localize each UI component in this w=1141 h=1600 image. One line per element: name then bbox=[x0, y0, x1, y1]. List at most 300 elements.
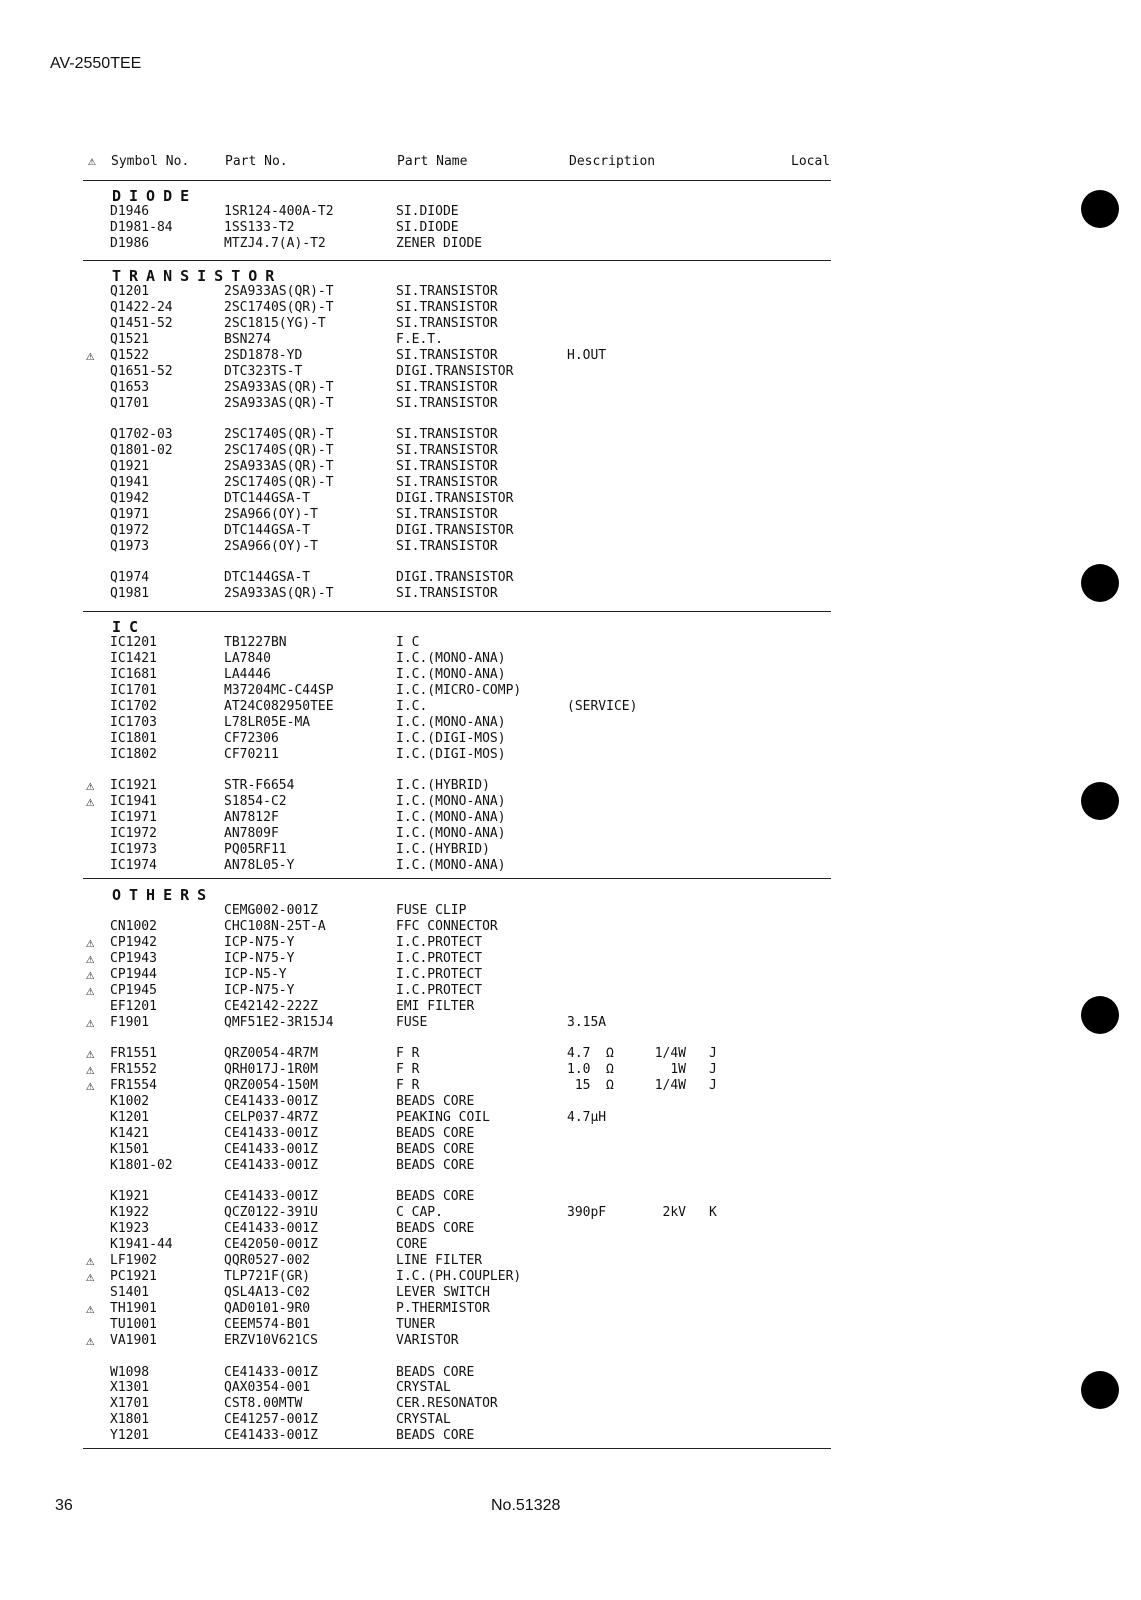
symbol-no: Q1941 bbox=[110, 475, 150, 490]
table-row bbox=[0, 919, 1141, 935]
symbol-no: Q1422-24 bbox=[110, 300, 173, 315]
part-no: DTC144GSA-T bbox=[224, 491, 311, 506]
part-name: SI.TRANSISTOR bbox=[396, 586, 498, 602]
section-title: TRANSISTOR bbox=[112, 267, 283, 285]
symbol-no: Q1521 bbox=[110, 331, 150, 347]
table-row bbox=[0, 1110, 1141, 1126]
part-no: 1SS133-T2 bbox=[224, 220, 295, 235]
rating: 1/4W bbox=[654, 1046, 686, 1062]
value: 4.7 bbox=[567, 1046, 591, 1062]
warning-icon: ⚠ bbox=[86, 1046, 95, 1063]
part-name: CER.RESONATOR bbox=[396, 1396, 498, 1412]
symbol-no: K1002 bbox=[110, 1094, 150, 1109]
part-no: M37204MC-C44SP bbox=[224, 682, 334, 698]
symbol-no: FR1554 bbox=[110, 1078, 157, 1094]
rating: 1W bbox=[670, 1062, 686, 1078]
table-row bbox=[0, 475, 1141, 491]
tolerance: K bbox=[709, 1205, 717, 1221]
part-no: 2SC1740S(QR)-T bbox=[224, 443, 334, 459]
table-row bbox=[0, 586, 1141, 602]
symbol-no: LF1902 bbox=[110, 1253, 157, 1269]
symbol-no: Q1701 bbox=[110, 395, 150, 411]
part-name: CRYSTAL bbox=[396, 1412, 451, 1428]
symbol-no: CP1944 bbox=[110, 966, 157, 982]
table-row bbox=[0, 348, 1141, 364]
part-name: SI.TRANSISTOR bbox=[396, 284, 498, 299]
table-row bbox=[0, 1412, 1141, 1428]
unit: Ω bbox=[606, 1078, 614, 1094]
symbol-no: K1923 bbox=[110, 1221, 150, 1237]
warning-icon: ⚠ bbox=[86, 950, 95, 967]
table-row bbox=[0, 1142, 1141, 1158]
table-row bbox=[0, 651, 1141, 667]
part-no: DTC323TS-T bbox=[224, 363, 303, 379]
symbol-no: D1986 bbox=[110, 235, 150, 251]
part-name: SI.TRANSISTOR bbox=[396, 347, 498, 363]
part-no: 2SC1740S(QR)-T bbox=[224, 427, 334, 443]
warning-icon: ⚠ bbox=[86, 1332, 95, 1349]
part-no: TLP721F(GR) bbox=[224, 1269, 311, 1285]
rating: 1/4W bbox=[654, 1078, 686, 1094]
symbol-no: IC1801 bbox=[110, 730, 157, 746]
part-no: MTZJ4.7(A)-T2 bbox=[224, 235, 326, 251]
symbol-no: Q1921 bbox=[110, 459, 150, 475]
table-row bbox=[0, 570, 1141, 586]
rating: 2kV bbox=[662, 1205, 686, 1221]
part-name: I.C.(MONO-ANA) bbox=[396, 794, 506, 810]
symbol-no: K1421 bbox=[110, 1125, 150, 1141]
part-name: I.C.(PH.COUPLER) bbox=[396, 1269, 522, 1285]
part-name: I.C.PROTECT bbox=[396, 966, 483, 982]
part-no: ICP-N5-Y bbox=[224, 966, 287, 982]
part-name: CORE bbox=[396, 1237, 428, 1253]
symbol-no: Q1981 bbox=[110, 586, 150, 602]
part-name: PEAKING COIL bbox=[396, 1110, 490, 1125]
part-name: FUSE CLIP bbox=[396, 903, 467, 918]
part-name: BEADS CORE bbox=[396, 1125, 475, 1141]
registration-dot bbox=[1081, 782, 1119, 820]
table-row bbox=[0, 1158, 1141, 1174]
symbol-no: Q1702-03 bbox=[110, 427, 173, 443]
part-no: 2SC1740S(QR)-T bbox=[224, 300, 334, 315]
table-row bbox=[0, 539, 1141, 555]
part-no: CE41257-001Z bbox=[224, 1412, 318, 1428]
part-name: F R bbox=[396, 1078, 420, 1094]
part-name: BEADS CORE bbox=[396, 1157, 475, 1173]
table-row bbox=[0, 1126, 1141, 1142]
table-row bbox=[0, 1094, 1141, 1110]
part-name: I C bbox=[396, 635, 420, 650]
table-row bbox=[0, 204, 1141, 220]
part-name: I.C.(MONO-ANA) bbox=[396, 826, 506, 841]
tolerance: J bbox=[709, 1078, 717, 1094]
part-name: SI.TRANSISTOR bbox=[396, 395, 498, 411]
part-no: CE41433-001Z bbox=[224, 1125, 318, 1141]
table-row bbox=[0, 951, 1141, 967]
part-no: ICP-N75-Y bbox=[224, 982, 295, 998]
warning-icon: ⚠ bbox=[86, 1014, 95, 1031]
warning-icon: ⚠ bbox=[86, 794, 95, 811]
table-row bbox=[0, 1221, 1141, 1237]
warning-icon: ⚠ bbox=[86, 1301, 95, 1317]
part-name: DIGI.TRANSISTOR bbox=[396, 363, 514, 379]
table-row bbox=[0, 1062, 1141, 1078]
symbol-no: K1201 bbox=[110, 1110, 150, 1125]
part-no: CE41433-001Z bbox=[224, 1428, 318, 1444]
part-name: CRYSTAL bbox=[396, 1380, 451, 1396]
table-row bbox=[0, 635, 1141, 651]
column-header-part-no: Part No. bbox=[225, 154, 288, 169]
model-number: AV-2550TEE bbox=[50, 55, 142, 72]
symbol-no: CN1002 bbox=[110, 919, 157, 934]
part-no: AN78L05-Y bbox=[224, 857, 295, 873]
part-name: BEADS CORE bbox=[396, 1221, 475, 1237]
section-title: OTHERS bbox=[112, 886, 215, 904]
warning-icon: ⚠ bbox=[88, 154, 96, 169]
table-row bbox=[0, 1269, 1141, 1285]
part-no: 2SA933AS(QR)-T bbox=[224, 284, 334, 299]
symbol-no: TU1001 bbox=[110, 1317, 157, 1332]
part-name: I.C.(DIGI-MOS) bbox=[396, 746, 506, 762]
part-no: AT24C082950TEE bbox=[224, 698, 334, 714]
table-row bbox=[0, 1301, 1141, 1317]
table-row bbox=[0, 1365, 1141, 1381]
symbol-no: Q1201 bbox=[110, 284, 150, 299]
table-row bbox=[0, 1285, 1141, 1301]
table-row bbox=[0, 826, 1141, 842]
symbol-no: S1401 bbox=[110, 1285, 150, 1301]
part-no: QAX0354-001 bbox=[224, 1380, 311, 1396]
unit: Ω bbox=[606, 1062, 614, 1078]
part-no: L78LR05E-MA bbox=[224, 714, 311, 730]
symbol-no: Q1972 bbox=[110, 522, 150, 538]
part-name: SI.TRANSISTOR bbox=[396, 475, 498, 490]
part-no: ICP-N75-Y bbox=[224, 950, 295, 966]
symbol-no: X1301 bbox=[110, 1380, 150, 1396]
warning-icon: ⚠ bbox=[86, 347, 95, 364]
table-row bbox=[0, 1253, 1141, 1269]
table-row bbox=[0, 1046, 1141, 1062]
part-no: CE41433-001Z bbox=[224, 1157, 318, 1173]
symbol-no: D1946 bbox=[110, 204, 150, 219]
part-no: QSL4A13-C02 bbox=[224, 1285, 311, 1301]
symbol-no: Q1801-02 bbox=[110, 443, 173, 459]
part-name: SI.TRANSISTOR bbox=[396, 538, 498, 554]
part-name: TUNER bbox=[396, 1317, 436, 1332]
symbol-no: D1981-84 bbox=[110, 220, 173, 235]
symbol-no: IC1972 bbox=[110, 826, 157, 841]
symbol-no: EF1201 bbox=[110, 998, 157, 1014]
part-no: STR-F6654 bbox=[224, 778, 295, 794]
warning-icon: ⚠ bbox=[86, 778, 95, 795]
section-title: IC bbox=[112, 618, 147, 636]
table-row bbox=[0, 1396, 1141, 1412]
symbol-no: K1801-02 bbox=[110, 1157, 173, 1173]
symbol-no: IC1702 bbox=[110, 698, 157, 714]
part-no: 1SR124-400A-T2 bbox=[224, 204, 334, 219]
part-no: CEMG002-001Z bbox=[224, 903, 318, 918]
part-name: F R bbox=[396, 1046, 420, 1062]
symbol-no: CP1945 bbox=[110, 982, 157, 998]
table-row bbox=[0, 683, 1141, 699]
column-header-local: Local bbox=[791, 154, 831, 169]
part-name: DIGI.TRANSISTOR bbox=[396, 522, 514, 538]
part-name: I.C.(HYBRID) bbox=[396, 778, 490, 794]
page-number: 36 bbox=[55, 1497, 73, 1514]
part-name: FUSE bbox=[396, 1014, 428, 1030]
part-no: LA7840 bbox=[224, 651, 271, 666]
part-name: I.C.(MICRO-COMP) bbox=[396, 682, 522, 698]
part-no: CE41433-001Z bbox=[224, 1189, 318, 1205]
table-row bbox=[0, 300, 1141, 316]
part-name: SI.DIODE bbox=[396, 204, 459, 219]
description: (SERVICE) bbox=[567, 698, 638, 714]
symbol-no: IC1802 bbox=[110, 746, 157, 762]
table-row bbox=[0, 747, 1141, 763]
table-row bbox=[0, 731, 1141, 747]
part-no: LA4446 bbox=[224, 666, 271, 682]
symbol-no: K1922 bbox=[110, 1205, 150, 1221]
symbol-no: W1098 bbox=[110, 1364, 150, 1380]
part-name: SI.TRANSISTOR bbox=[396, 427, 498, 443]
part-no: QMF51E2-3R15J4 bbox=[224, 1014, 334, 1030]
part-name: I.C.(MONO-ANA) bbox=[396, 714, 506, 730]
warning-icon: ⚠ bbox=[86, 966, 95, 983]
table-row bbox=[0, 396, 1141, 412]
table-row bbox=[0, 667, 1141, 683]
part-name: P.THERMISTOR bbox=[396, 1301, 490, 1316]
table-row bbox=[0, 842, 1141, 858]
table-row bbox=[0, 236, 1141, 252]
registration-dot bbox=[1081, 564, 1119, 602]
symbol-no: IC1974 bbox=[110, 857, 157, 873]
part-name: BEADS CORE bbox=[396, 1189, 475, 1205]
symbol-no: Q1942 bbox=[110, 491, 150, 506]
column-header-part-name: Part Name bbox=[397, 154, 468, 169]
part-no: CELP037-4R7Z bbox=[224, 1110, 318, 1125]
table-row bbox=[0, 983, 1141, 999]
description: 3.15A bbox=[567, 1014, 607, 1030]
table-row bbox=[0, 1237, 1141, 1253]
part-no: QRZ0054-150M bbox=[224, 1078, 318, 1094]
table-row bbox=[0, 1189, 1141, 1205]
table-row bbox=[0, 999, 1141, 1015]
part-name: BEADS CORE bbox=[396, 1428, 475, 1444]
part-name: C CAP. bbox=[396, 1205, 443, 1221]
part-no: CE42050-001Z bbox=[224, 1237, 318, 1253]
part-no: CE41433-001Z bbox=[224, 1364, 318, 1380]
symbol-no: X1801 bbox=[110, 1412, 150, 1428]
warning-icon: ⚠ bbox=[86, 934, 95, 951]
value: 15 bbox=[567, 1078, 591, 1094]
part-no: CHC108N-25T-A bbox=[224, 919, 326, 934]
registration-dot bbox=[1081, 1371, 1119, 1409]
part-no: 2SA966(OY)-T bbox=[224, 506, 318, 522]
table-row bbox=[0, 459, 1141, 475]
part-name: LEVER SWITCH bbox=[396, 1285, 490, 1301]
part-name: LINE FILTER bbox=[396, 1253, 483, 1269]
table-row bbox=[0, 332, 1141, 348]
part-no: BSN274 bbox=[224, 331, 271, 347]
part-no: TB1227BN bbox=[224, 635, 287, 650]
table-row bbox=[0, 778, 1141, 794]
unit: Ω bbox=[606, 1046, 614, 1062]
part-name: EMI FILTER bbox=[396, 998, 475, 1014]
part-name: I.C.(DIGI-MOS) bbox=[396, 730, 506, 746]
part-no: CF72306 bbox=[224, 730, 279, 746]
part-no: 2SA933AS(QR)-T bbox=[224, 459, 334, 475]
table-row bbox=[0, 380, 1141, 396]
symbol-no: CP1942 bbox=[110, 934, 157, 950]
part-name: VARISTOR bbox=[396, 1332, 459, 1348]
column-header-symbol: Symbol No. bbox=[111, 154, 190, 169]
symbol-no: Q1651-52 bbox=[110, 363, 173, 379]
warning-icon: ⚠ bbox=[86, 1269, 95, 1286]
table-row bbox=[0, 1317, 1141, 1333]
part-name: FFC CONNECTOR bbox=[396, 919, 498, 934]
symbol-no: Q1974 bbox=[110, 570, 150, 586]
part-name: BEADS CORE bbox=[396, 1141, 475, 1157]
part-name: SI.DIODE bbox=[396, 220, 459, 235]
symbol-no: TH1901 bbox=[110, 1301, 157, 1316]
symbol-no: Y1201 bbox=[110, 1428, 150, 1444]
symbol-no: PC1921 bbox=[110, 1269, 157, 1285]
part-name: I.C.(HYBRID) bbox=[396, 842, 490, 857]
part-name: I.C.(MONO-ANA) bbox=[396, 857, 506, 873]
part-no: QRZ0054-4R7M bbox=[224, 1046, 318, 1062]
part-no: CE41433-001Z bbox=[224, 1094, 318, 1109]
part-name: SI.TRANSISTOR bbox=[396, 506, 498, 522]
table-row bbox=[0, 364, 1141, 380]
part-no: ICP-N75-Y bbox=[224, 934, 295, 950]
part-no: CF70211 bbox=[224, 746, 279, 762]
part-name: BEADS CORE bbox=[396, 1364, 475, 1380]
part-no: CE42142-222Z bbox=[224, 998, 318, 1014]
value: 1.0 bbox=[567, 1062, 591, 1078]
symbol-no: IC1703 bbox=[110, 714, 157, 730]
table-row bbox=[0, 699, 1141, 715]
table-row bbox=[0, 903, 1141, 919]
warning-icon: ⚠ bbox=[86, 1078, 95, 1095]
symbol-no: IC1921 bbox=[110, 778, 157, 794]
table-row bbox=[0, 523, 1141, 539]
table-row bbox=[0, 443, 1141, 459]
part-name: DIGI.TRANSISTOR bbox=[396, 570, 514, 586]
part-no: 2SA933AS(QR)-T bbox=[224, 395, 334, 411]
table-row bbox=[0, 1015, 1141, 1031]
table-row bbox=[0, 491, 1141, 507]
symbol-no: IC1701 bbox=[110, 682, 157, 698]
part-no: CST8.00MTW bbox=[224, 1396, 303, 1412]
part-name: SI.TRANSISTOR bbox=[396, 443, 498, 459]
part-name: I.C.PROTECT bbox=[396, 982, 483, 998]
part-no: ERZV10V621CS bbox=[224, 1332, 318, 1348]
part-no: AN7812F bbox=[224, 810, 279, 826]
part-no: 2SD1878-YD bbox=[224, 347, 303, 363]
part-no: QCZ0122-391U bbox=[224, 1205, 318, 1221]
part-name: I.C.PROTECT bbox=[396, 950, 483, 966]
part-no: QQR0527-002 bbox=[224, 1253, 311, 1269]
table-row bbox=[0, 967, 1141, 983]
registration-dot bbox=[1081, 190, 1119, 228]
symbol-no: IC1681 bbox=[110, 666, 157, 682]
symbol-no: K1921 bbox=[110, 1189, 150, 1205]
table-row bbox=[0, 427, 1141, 443]
symbol-no: K1501 bbox=[110, 1141, 150, 1157]
description: H.OUT bbox=[567, 347, 607, 363]
symbol-no: F1901 bbox=[110, 1014, 150, 1030]
part-name: F R bbox=[396, 1062, 420, 1078]
symbol-no: Q1451-52 bbox=[110, 315, 173, 331]
tolerance: J bbox=[709, 1062, 717, 1078]
registration-dot bbox=[1081, 996, 1119, 1034]
part-no: QAD0101-9R0 bbox=[224, 1301, 311, 1316]
symbol-no: Q1522 bbox=[110, 347, 150, 363]
part-no: 2SA966(OY)-T bbox=[224, 538, 318, 554]
part-name: ZENER DIODE bbox=[396, 235, 483, 251]
column-header-description: Description bbox=[569, 154, 656, 169]
part-no: CE41433-001Z bbox=[224, 1141, 318, 1157]
part-name: I.C.PROTECT bbox=[396, 934, 483, 950]
table-row bbox=[0, 1205, 1141, 1221]
part-name: I.C.(MONO-ANA) bbox=[396, 810, 506, 826]
symbol-no: FR1552 bbox=[110, 1062, 157, 1078]
part-no: DTC144GSA-T bbox=[224, 522, 311, 538]
symbol-no: IC1973 bbox=[110, 842, 157, 857]
table-row bbox=[0, 935, 1141, 951]
description: 4.7μH bbox=[567, 1110, 607, 1125]
part-name: F.E.T. bbox=[396, 331, 443, 347]
table-row bbox=[0, 810, 1141, 826]
part-name: BEADS CORE bbox=[396, 1094, 475, 1109]
warning-icon: ⚠ bbox=[86, 1062, 95, 1079]
part-no: 2SC1815(YG)-T bbox=[224, 315, 326, 331]
symbol-no: IC1971 bbox=[110, 810, 157, 826]
table-row bbox=[0, 1428, 1141, 1444]
table-row bbox=[0, 715, 1141, 731]
table-row bbox=[0, 858, 1141, 874]
part-no: CEEM574-B01 bbox=[224, 1317, 311, 1332]
symbol-no: Q1973 bbox=[110, 538, 150, 554]
section-title: DIODE bbox=[112, 187, 198, 205]
part-no: 2SC1740S(QR)-T bbox=[224, 475, 334, 490]
symbol-no: IC1201 bbox=[110, 635, 157, 650]
symbol-no: X1701 bbox=[110, 1396, 150, 1412]
part-no: DTC144GSA-T bbox=[224, 570, 311, 586]
part-no: QRH017J-1R0M bbox=[224, 1062, 318, 1078]
symbol-no: IC1941 bbox=[110, 794, 157, 810]
part-no: AN7809F bbox=[224, 826, 279, 841]
table-row bbox=[0, 794, 1141, 810]
warning-icon: ⚠ bbox=[86, 982, 95, 999]
table-row bbox=[0, 220, 1141, 236]
table-row bbox=[0, 1078, 1141, 1094]
symbol-no: CP1943 bbox=[110, 950, 157, 966]
part-name: SI.TRANSISTOR bbox=[396, 300, 498, 315]
part-name: SI.TRANSISTOR bbox=[396, 379, 498, 395]
part-name: I.C.(MONO-ANA) bbox=[396, 666, 506, 682]
symbol-no: Q1971 bbox=[110, 506, 150, 522]
symbol-no: Q1653 bbox=[110, 379, 150, 395]
part-no: 2SA933AS(QR)-T bbox=[224, 586, 334, 602]
part-no: S1854-C2 bbox=[224, 794, 287, 810]
value: 390pF bbox=[567, 1205, 607, 1221]
table-row bbox=[0, 284, 1141, 300]
table-row bbox=[0, 507, 1141, 523]
tolerance: J bbox=[709, 1046, 717, 1062]
table-row bbox=[0, 1333, 1141, 1349]
symbol-no: IC1421 bbox=[110, 651, 157, 666]
